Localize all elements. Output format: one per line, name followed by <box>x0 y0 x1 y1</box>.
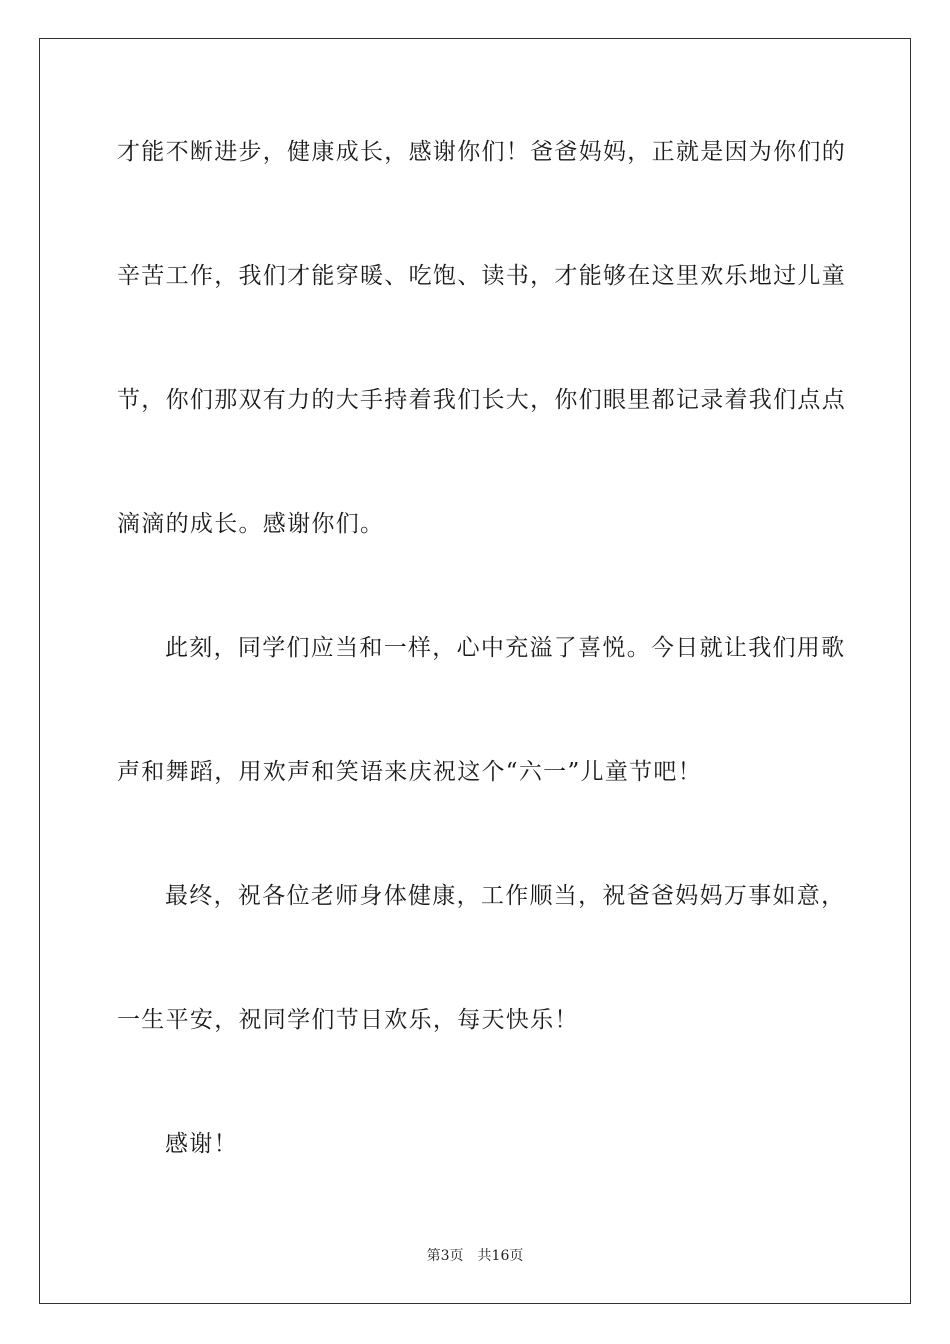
page-number: 第3页 <box>426 1248 464 1264</box>
page-footer <box>0 1246 950 1266</box>
paragraph-first-line: 此刻，同学们应当和一样，心中充溢了喜悦。今日就让我们用歌 <box>165 635 846 661</box>
body-text-line: 辛苦工作，我们才能穿暖、吃饱、读书，才能够在这里欢乐地过儿童 <box>117 263 846 289</box>
body-text-line: 一生平安，祝同学们节日欢乐，每天快乐！ <box>117 1007 579 1033</box>
total-pages: 共16页 <box>477 1248 524 1264</box>
body-text-line: 滴滴的成长。感谢你们。 <box>117 511 385 537</box>
body-text-line: 节，你们那双有力的大手持着我们长大，你们眼里都记录着我们点点 <box>117 387 846 413</box>
body-text-line: 声和舞蹈，用欢声和笑语来庆祝这个“六一”儿童节吧！ <box>117 759 703 785</box>
closing-thanks: 感谢！ <box>165 1131 238 1157</box>
body-text-line: 才能不断进步，健康成长，感谢你们！爸爸妈妈，正就是因为你们的 <box>117 139 846 165</box>
paragraph-first-line: 最终，祝各位老师身体健康，工作顺当，祝爸爸妈妈万事如意， <box>165 883 846 909</box>
page-border <box>39 38 911 1304</box>
